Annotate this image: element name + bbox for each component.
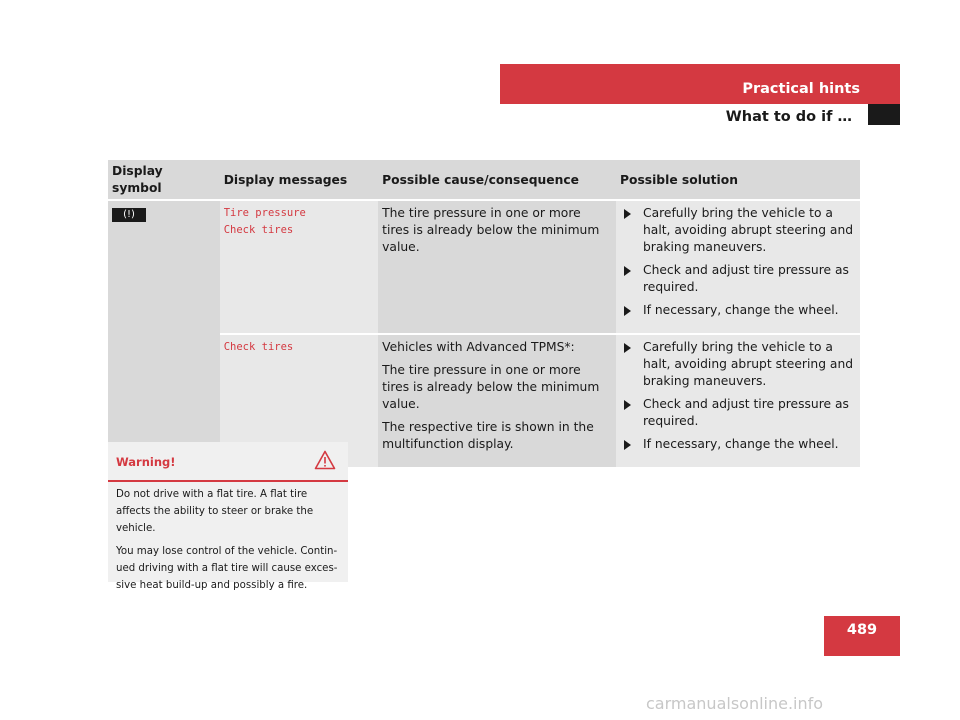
solution-text: If necessary, change the wheel. bbox=[642, 437, 839, 451]
solution-text: Check and adjust tire pressure as required. bbox=[642, 263, 849, 294]
column-header: Possible cause/consequence bbox=[378, 160, 616, 201]
solution-cell bbox=[616, 335, 860, 467]
cause-text: Vehicles with Advanced TPMS*: bbox=[382, 340, 575, 354]
bullet-arrow-icon bbox=[624, 266, 631, 276]
display-message: Check tires bbox=[223, 341, 294, 353]
warning-header bbox=[108, 442, 348, 482]
column-header: Possible solution bbox=[616, 160, 860, 201]
header-marker-block bbox=[868, 104, 900, 125]
display-messages-cell bbox=[220, 201, 378, 335]
section-title: Practical hints bbox=[742, 81, 860, 97]
cause-text: The respective tire is shown in the multifunction display. bbox=[382, 420, 594, 451]
cause-cell bbox=[378, 201, 616, 335]
cause-cell bbox=[378, 335, 616, 467]
solution-text: Carefully bring the vehicle to a halt, avoiding abrupt steering and braking maneuvers. bbox=[642, 206, 854, 254]
column-header: Display messages bbox=[220, 160, 378, 201]
section-header-bar bbox=[500, 64, 900, 104]
solution-item bbox=[620, 302, 854, 319]
bullet-arrow-icon bbox=[624, 306, 631, 316]
cause-text: The tire pressure in one or more tires is already below the minimum value. bbox=[382, 363, 600, 411]
page-number-box bbox=[824, 616, 900, 656]
solution-item bbox=[620, 339, 854, 390]
page-number: 489 bbox=[846, 622, 878, 638]
warning-box bbox=[108, 442, 348, 591]
bullet-arrow-icon bbox=[624, 440, 631, 450]
cause-text: The tire pressure in one or more tires is already below the minimum value. bbox=[382, 206, 600, 254]
warning-paragraph: You may lose control of the vehicle. Contin-ued driving with a flat tire will cause exces-sive heat build-up and possibly a fire. bbox=[116, 546, 338, 591]
column-header: Display symbol bbox=[108, 160, 220, 201]
tire-pressure-warning-icon: (!) bbox=[112, 208, 146, 222]
solution-item bbox=[620, 396, 854, 430]
solution-item bbox=[620, 436, 854, 453]
table-row bbox=[108, 201, 860, 335]
section-subtitle: What to do if … bbox=[725, 109, 852, 125]
bullet-arrow-icon bbox=[624, 343, 631, 353]
warning-paragraph: Do not drive with a flat tire. A flat tire affects the ability to steer or brake the vehicle. bbox=[116, 489, 314, 534]
solution-text: Check and adjust tire pressure as required. bbox=[642, 397, 849, 428]
solution-item bbox=[620, 262, 854, 296]
display-message: Check tires bbox=[223, 224, 294, 236]
solution-text: Carefully bring the vehicle to a halt, avoiding abrupt steering and braking maneuvers. bbox=[642, 340, 854, 388]
watermark: carmanualsonline.info bbox=[646, 694, 824, 713]
warning-body bbox=[116, 486, 344, 600]
warning-title: Warning! bbox=[116, 455, 176, 469]
solution-text: If necessary, change the wheel. bbox=[642, 303, 839, 317]
hints-table bbox=[108, 160, 860, 467]
solution-item bbox=[620, 205, 854, 256]
display-message: Tire pressure bbox=[223, 207, 306, 219]
warning-triangle-icon bbox=[314, 450, 336, 474]
bullet-arrow-icon bbox=[624, 400, 631, 410]
table-header-row bbox=[108, 160, 860, 201]
display-symbol-cell bbox=[108, 201, 220, 467]
solution-cell bbox=[616, 201, 860, 335]
bullet-arrow-icon bbox=[624, 209, 631, 219]
